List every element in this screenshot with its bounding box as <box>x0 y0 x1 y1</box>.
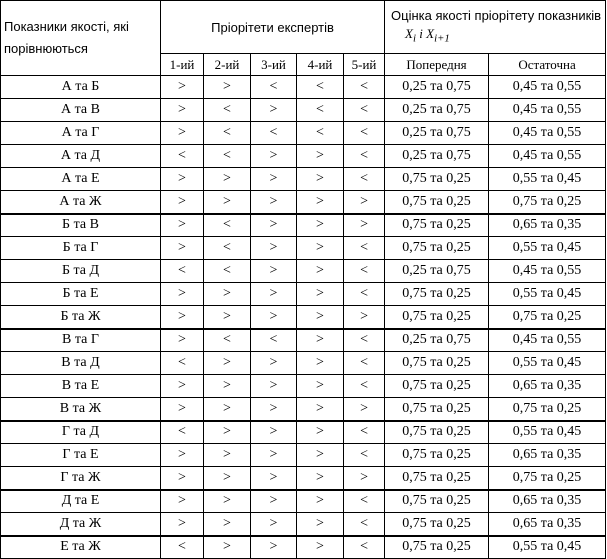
expert-4-cell: > <box>297 283 344 306</box>
table-row <box>1 375 606 398</box>
expert-4-cell: > <box>297 398 344 421</box>
pair-cell: Е та Ж <box>1 536 161 559</box>
expert-1-header: 1-ий <box>161 54 204 76</box>
expert-4-cell: > <box>297 536 344 559</box>
expert-1-cell: > <box>161 191 204 214</box>
preliminary-cell: 0,75 та 0,25 <box>385 214 489 237</box>
pair-cell: Г та Ж <box>1 467 161 490</box>
final-cell: 0,55 та 0,45 <box>489 536 606 559</box>
expert-1-cell: > <box>161 306 204 329</box>
table-row <box>1 122 606 145</box>
final-cell: 0,45 та 0,55 <box>489 76 606 99</box>
expert-4-cell: > <box>297 421 344 444</box>
pair-cell: Б та Д <box>1 260 161 283</box>
expert-1-cell: > <box>161 99 204 122</box>
preliminary-cell: 0,75 та 0,25 <box>385 168 489 191</box>
expert-2-cell: > <box>204 168 251 191</box>
table-row <box>1 513 606 536</box>
expert-5-cell: < <box>344 76 385 99</box>
expert-4-cell: < <box>297 99 344 122</box>
expert-5-cell: < <box>344 99 385 122</box>
pair-cell: Б та Е <box>1 283 161 306</box>
final-cell: 0,65 та 0,35 <box>489 375 606 398</box>
expert-2-cell: < <box>204 145 251 168</box>
table-row <box>1 145 606 168</box>
final-header: Остаточна <box>489 54 606 76</box>
expert-5-cell: < <box>344 513 385 536</box>
final-cell: 0,55 та 0,45 <box>489 352 606 375</box>
expert-4-cell: > <box>297 191 344 214</box>
preliminary-cell: 0,75 та 0,25 <box>385 536 489 559</box>
table-row <box>1 421 606 444</box>
expert-3-cell: > <box>251 375 297 398</box>
expert-5-cell: < <box>344 122 385 145</box>
expert-3-cell: > <box>251 283 297 306</box>
expert-1-cell: > <box>161 168 204 191</box>
expert-3-cell: < <box>251 76 297 99</box>
expert-4-cell: < <box>297 122 344 145</box>
expert-3-cell: > <box>251 352 297 375</box>
preliminary-cell: 0,75 та 0,25 <box>385 283 489 306</box>
pair-cell: А та Ж <box>1 191 161 214</box>
expert-3-cell: > <box>251 421 297 444</box>
table-row <box>1 99 606 122</box>
expert-4-cell: > <box>297 329 344 352</box>
table-row <box>1 490 606 513</box>
pair-cell: Б та Ж <box>1 306 161 329</box>
preliminary-cell: 0,25 та 0,75 <box>385 99 489 122</box>
preliminary-cell: 0,25 та 0,75 <box>385 145 489 168</box>
expert-2-cell: > <box>204 398 251 421</box>
expert-1-cell: > <box>161 76 204 99</box>
expert-5-cell: > <box>344 214 385 237</box>
expert-1-cell: > <box>161 375 204 398</box>
pair-cell: А та Г <box>1 122 161 145</box>
expert-4-cell: > <box>297 260 344 283</box>
expert-5-cell: > <box>344 191 385 214</box>
expert-3-cell: > <box>251 306 297 329</box>
final-cell: 0,55 та 0,45 <box>489 283 606 306</box>
preliminary-cell: 0,25 та 0,75 <box>385 122 489 145</box>
expert-2-cell: > <box>204 306 251 329</box>
expert-2-cell: > <box>204 421 251 444</box>
final-cell: 0,55 та 0,45 <box>489 168 606 191</box>
expert-3-cell: > <box>251 145 297 168</box>
pair-cell: Б та Г <box>1 237 161 260</box>
expert-3-header: 3-ий <box>251 54 297 76</box>
expert-1-cell: > <box>161 398 204 421</box>
expert-2-cell: < <box>204 214 251 237</box>
final-cell: 0,65 та 0,35 <box>489 444 606 467</box>
pair-cell: Б та В <box>1 214 161 237</box>
expert-5-cell: < <box>344 352 385 375</box>
pair-cell: Г та Е <box>1 444 161 467</box>
expert-3-cell: < <box>251 122 297 145</box>
expert-2-cell: < <box>204 260 251 283</box>
expert-2-cell: > <box>204 375 251 398</box>
preliminary-cell: 0,75 та 0,25 <box>385 490 489 513</box>
preliminary-cell: 0,75 та 0,25 <box>385 444 489 467</box>
expert-3-cell: > <box>251 99 297 122</box>
table-row <box>1 283 606 306</box>
preliminary-cell: 0,75 та 0,25 <box>385 421 489 444</box>
expert-3-cell: > <box>251 490 297 513</box>
pair-cell: Г та Д <box>1 421 161 444</box>
table-row <box>1 467 606 490</box>
expert-4-header: 4-ий <box>297 54 344 76</box>
expert-1-cell: > <box>161 444 204 467</box>
expert-5-cell: < <box>344 375 385 398</box>
expert-3-cell: > <box>251 513 297 536</box>
final-cell: 0,75 та 0,25 <box>489 191 606 214</box>
final-cell: 0,75 та 0,25 <box>489 306 606 329</box>
table-row <box>1 76 606 99</box>
expert-1-cell: > <box>161 214 204 237</box>
evaluation-header <box>385 1 606 54</box>
table-row <box>1 306 606 329</box>
expert-4-cell: > <box>297 490 344 513</box>
expert-2-header: 2-ий <box>204 54 251 76</box>
table-row <box>1 168 606 191</box>
indicators-header: Показники якості, які порівнюються <box>1 1 161 76</box>
table-body <box>1 76 606 559</box>
table-row <box>1 191 606 214</box>
preliminary-cell: 0,25 та 0,75 <box>385 329 489 352</box>
expert-5-cell: < <box>344 444 385 467</box>
final-cell: 0,45 та 0,55 <box>489 99 606 122</box>
preliminary-cell: 0,75 та 0,25 <box>385 375 489 398</box>
final-cell: 0,45 та 0,55 <box>489 122 606 145</box>
expert-4-cell: > <box>297 444 344 467</box>
expert-5-header: 5-ий <box>344 54 385 76</box>
preliminary-cell: 0,75 та 0,25 <box>385 237 489 260</box>
expert-5-cell: < <box>344 421 385 444</box>
expert-5-cell: < <box>344 490 385 513</box>
preliminary-cell: 0,25 та 0,75 <box>385 260 489 283</box>
pair-cell: А та Е <box>1 168 161 191</box>
final-cell: 0,65 та 0,35 <box>489 513 606 536</box>
expert-1-cell: > <box>161 283 204 306</box>
preliminary-cell: 0,75 та 0,25 <box>385 467 489 490</box>
expert-4-cell: < <box>297 76 344 99</box>
expert-4-cell: > <box>297 306 344 329</box>
expert-1-cell: < <box>161 421 204 444</box>
expert-2-cell: < <box>204 99 251 122</box>
expert-1-cell: > <box>161 122 204 145</box>
preliminary-header: Попередня <box>385 54 489 76</box>
table-row <box>1 260 606 283</box>
expert-5-cell: > <box>344 306 385 329</box>
table-row <box>1 214 606 237</box>
expert-2-cell: > <box>204 467 251 490</box>
expert-1-cell: < <box>161 145 204 168</box>
expert-1-cell: > <box>161 237 204 260</box>
final-cell: 0,75 та 0,25 <box>489 467 606 490</box>
pair-cell: В та Ж <box>1 398 161 421</box>
expert-2-cell: > <box>204 513 251 536</box>
preliminary-cell: 0,75 та 0,25 <box>385 306 489 329</box>
table-row <box>1 444 606 467</box>
expert-2-cell: > <box>204 444 251 467</box>
expert-3-cell: > <box>251 168 297 191</box>
expert-4-cell: > <box>297 375 344 398</box>
expert-3-cell: > <box>251 398 297 421</box>
expert-3-cell: > <box>251 444 297 467</box>
final-cell: 0,75 та 0,25 <box>489 398 606 421</box>
expert-1-cell: < <box>161 260 204 283</box>
pair-cell: А та Б <box>1 76 161 99</box>
expert-4-cell: > <box>297 352 344 375</box>
pair-cell: В та Е <box>1 375 161 398</box>
expert-2-cell: > <box>204 536 251 559</box>
expert-2-cell: > <box>204 283 251 306</box>
preliminary-cell: 0,75 та 0,25 <box>385 352 489 375</box>
expert-1-cell: > <box>161 513 204 536</box>
pair-cell: А та Д <box>1 145 161 168</box>
final-cell: 0,55 та 0,45 <box>489 237 606 260</box>
pair-cell: Д та Ж <box>1 513 161 536</box>
formula-label: $X_i$ і $X_{i+1}$ <box>405 25 450 45</box>
final-cell: 0,55 та 0,45 <box>489 421 606 444</box>
expert-3-cell: > <box>251 191 297 214</box>
pair-cell: Д та Е <box>1 490 161 513</box>
preliminary-cell: 0,25 та 0,75 <box>385 76 489 99</box>
expert-3-cell: > <box>251 536 297 559</box>
priorities-header: Пріорітети експертів <box>161 1 385 54</box>
expert-5-cell: > <box>344 398 385 421</box>
final-cell: 0,65 та 0,35 <box>489 214 606 237</box>
expert-3-cell: > <box>251 467 297 490</box>
expert-1-cell: < <box>161 536 204 559</box>
expert-3-cell: < <box>251 329 297 352</box>
expert-5-cell: < <box>344 237 385 260</box>
preliminary-cell: 0,75 та 0,25 <box>385 191 489 214</box>
expert-5-cell: < <box>344 329 385 352</box>
expert-3-cell: > <box>251 214 297 237</box>
expert-2-cell: > <box>204 191 251 214</box>
table-row <box>1 536 606 559</box>
pair-cell: А та В <box>1 99 161 122</box>
pair-cell: В та Д <box>1 352 161 375</box>
expert-2-cell: < <box>204 122 251 145</box>
table-row <box>1 352 606 375</box>
expert-2-cell: < <box>204 237 251 260</box>
expert-2-cell: > <box>204 352 251 375</box>
evaluation-title: Оцінка якості пріорітету показників <box>391 7 602 23</box>
expert-1-cell: > <box>161 329 204 352</box>
table-row <box>1 398 606 421</box>
expert-2-cell: < <box>204 329 251 352</box>
expert-3-cell: > <box>251 237 297 260</box>
final-cell: 0,45 та 0,55 <box>489 329 606 352</box>
expert-5-cell: < <box>344 145 385 168</box>
expert-4-cell: > <box>297 513 344 536</box>
expert-4-cell: > <box>297 214 344 237</box>
table-row <box>1 329 606 352</box>
expert-2-cell: > <box>204 76 251 99</box>
expert-1-cell: < <box>161 352 204 375</box>
expert-5-cell: < <box>344 168 385 191</box>
final-cell: 0,65 та 0,35 <box>489 490 606 513</box>
expert-5-cell: < <box>344 283 385 306</box>
expert-4-cell: > <box>297 145 344 168</box>
pair-cell: В та Г <box>1 329 161 352</box>
expert-5-cell: < <box>344 260 385 283</box>
expert-1-cell: > <box>161 490 204 513</box>
expert-1-cell: > <box>161 467 204 490</box>
table-row <box>1 237 606 260</box>
final-cell: 0,45 та 0,55 <box>489 145 606 168</box>
expert-3-cell: > <box>251 260 297 283</box>
final-cell: 0,45 та 0,55 <box>489 260 606 283</box>
expert-4-cell: > <box>297 237 344 260</box>
expert-5-cell: < <box>344 536 385 559</box>
expert-4-cell: > <box>297 168 344 191</box>
expert-4-cell: > <box>297 467 344 490</box>
expert-2-cell: > <box>204 490 251 513</box>
preliminary-cell: 0,75 та 0,25 <box>385 513 489 536</box>
expert-5-cell: > <box>344 467 385 490</box>
preliminary-cell: 0,75 та 0,25 <box>385 398 489 421</box>
